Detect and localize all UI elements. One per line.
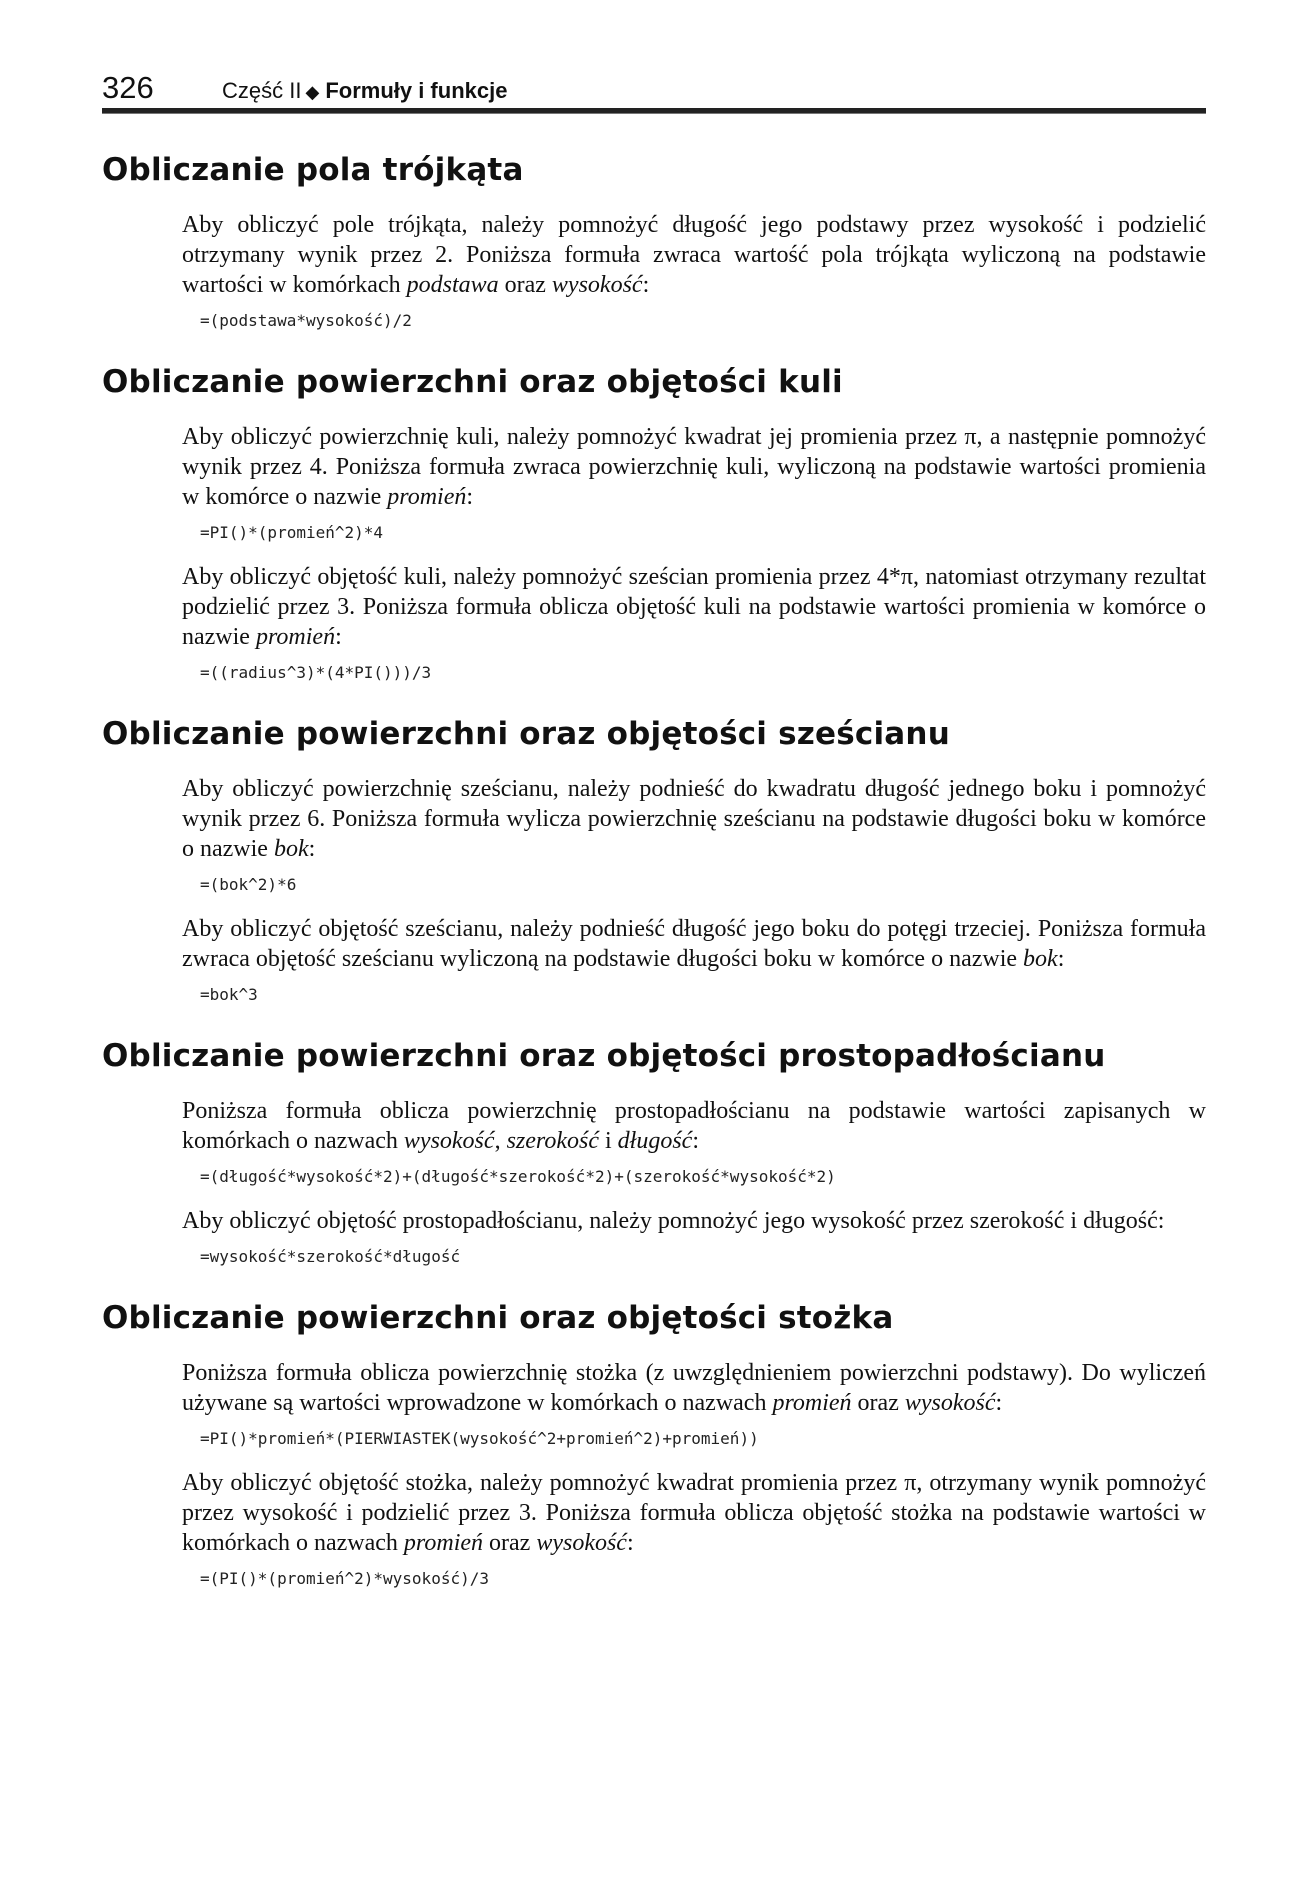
section-heading: Obliczanie powierzchni oraz objętości kuli bbox=[102, 364, 843, 400]
page-number: 326 bbox=[102, 70, 154, 105]
section-cube bbox=[102, 714, 1206, 1006]
paragraph: Aby obliczyć powierzchnię kuli, należy pomnożyć kwadrat jej promienia przez π, a następnie pomnożyć wynik przez 4. Poniższa formuła zwraca powierzchnię kuli, wyliczoną na podstawie wartości promienia w komórce o nazwie promień: bbox=[182, 424, 1206, 510]
paragraph: Aby obliczyć powierzchnię sześcianu, należy podnieść do kwadratu długość jednego boku i pomnożyć wynik przez 6. Poniższa formuła wylicza powierzchnię sześcianu na podstawie długości boku w komórce o nazwie bok: bbox=[182, 776, 1206, 862]
paragraph: Aby obliczyć pole trójkąta, należy pomnożyć długość jego podstawy przez wysokość i podzielić otrzymany wynik przez 2. Poniższa formuła zwraca wartość pola trójkąta wyliczoną na podstawie wartości w komórkach podstawa oraz wysokość: bbox=[182, 212, 1206, 298]
section-heading: Obliczanie powierzchni oraz objętości prostopadłościanu bbox=[102, 1038, 1106, 1074]
part-label bbox=[222, 76, 507, 107]
running-header bbox=[102, 68, 1206, 112]
formula: =PI()*(promień^2)*4 bbox=[200, 523, 384, 542]
formula: =bok^3 bbox=[200, 985, 258, 1004]
chapter-name: Formuły i funkcje bbox=[325, 78, 508, 103]
header-rule bbox=[102, 108, 1206, 114]
paragraph: Poniższa formuła oblicza powierzchnię prostopadłościanu na podstawie wartości zapisanych w komórkach o nazwach wysokość, szerokość i długość: bbox=[182, 1098, 1206, 1154]
main-content bbox=[102, 150, 1206, 1620]
formula: =(podstawa*wysokość)/2 bbox=[200, 311, 412, 330]
paragraph: Aby obliczyć objętość stożka, należy pomnożyć kwadrat promienia przez π, otrzymany wynik pomnożyć przez wysokość i podzielić przez 3. Poniższa formuła oblicza objętość stożka na podstawie wartości w komórkach o nazwach promień oraz wysokość: bbox=[182, 1470, 1206, 1556]
formula: =(PI()*(promień^2)*wysokość)/3 bbox=[200, 1569, 489, 1588]
section-triangle-area bbox=[102, 150, 1206, 332]
formula: =(długość*wysokość*2)+(długość*szerokość*2)+(szerokość*wysokość*2) bbox=[200, 1167, 836, 1186]
formula: =PI()*promień*(PIERWIASTEK(wysokość^2+promień^2)+promień)) bbox=[200, 1429, 759, 1448]
formula: =((radius^3)*(4*PI()))/3 bbox=[200, 663, 432, 682]
section-sphere bbox=[102, 362, 1206, 684]
section-heading: Obliczanie powierzchni oraz objętości stożka bbox=[102, 1300, 894, 1336]
part-name: Część II bbox=[222, 78, 302, 103]
section-heading: Obliczanie pola trójkąta bbox=[102, 152, 524, 188]
section-cuboid bbox=[102, 1036, 1206, 1268]
paragraph: Aby obliczyć objętość sześcianu, należy podnieść długość jego boku do potęgi trzeciej. Poniższa formuła zwraca objętość sześcianu wyliczoną na podstawie długości boku w komórce o nazwie bok: bbox=[182, 916, 1206, 972]
formula: =(bok^2)*6 bbox=[200, 875, 297, 894]
paragraph: Poniższa formuła oblicza powierzchnię stożka (z uwzględnieniem powierzchni podstawy). Do wyliczeń używane są wartości wprowadzone w komórkach o nazwach promień oraz wysokość: bbox=[182, 1360, 1206, 1416]
diamond-icon: ◆ bbox=[305, 82, 320, 102]
paragraph: Aby obliczyć objętość kuli, należy pomnożyć sześcian promienia przez 4*π, natomiast otrzymany rezultat podzielić przez 3. Poniższa formuła oblicza objętość kuli na podstawie wartości promienia w komórce o nazwie promień: bbox=[182, 564, 1206, 650]
formula: =wysokość*szerokość*długość bbox=[200, 1247, 461, 1266]
section-cone bbox=[102, 1298, 1206, 1590]
section-heading: Obliczanie powierzchni oraz objętości sześcianu bbox=[102, 716, 950, 752]
paragraph: Aby obliczyć objętość prostopadłościanu, należy pomnożyć jego wysokość przez szerokość i długość: bbox=[182, 1208, 1165, 1234]
